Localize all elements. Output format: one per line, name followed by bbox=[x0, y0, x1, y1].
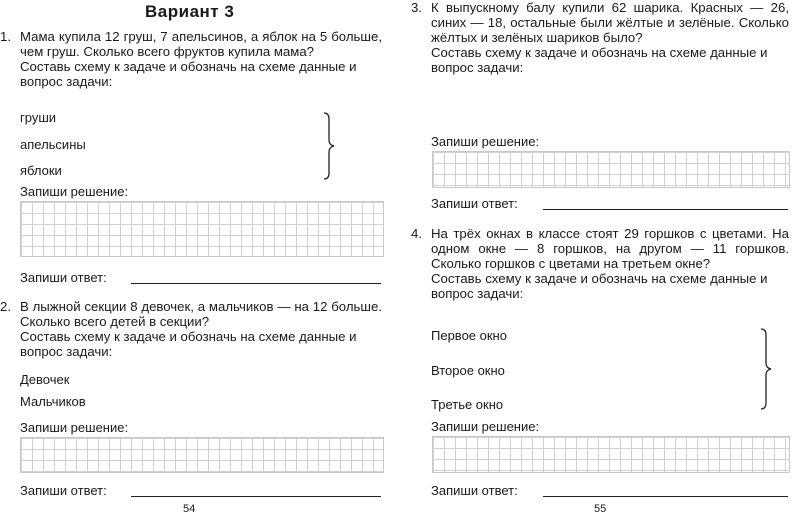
scheme-label-second-window: Второе окно bbox=[431, 363, 505, 378]
scheme-label-girls: Девочек bbox=[20, 372, 70, 387]
scheme-label-first-window: Первое окно bbox=[431, 328, 507, 343]
task-1-answer-line[interactable] bbox=[131, 283, 381, 284]
task-2-text: В лыжной секции 8 девочек, а мальчиков — на 12 больше. Сколько всего детей в секции? bbox=[20, 299, 382, 329]
task-1 bbox=[0, 29, 382, 89]
scheme-label-apples: яблоки bbox=[20, 163, 62, 178]
task-1-solution-grid[interactable] bbox=[20, 201, 384, 257]
task-2-solution-grid[interactable] bbox=[20, 437, 384, 473]
task-3-answer-line[interactable] bbox=[543, 209, 788, 210]
task-3-solution-label: Запиши решение: bbox=[431, 134, 540, 149]
scheme-label-pears: груши bbox=[20, 110, 57, 125]
curly-brace-icon bbox=[320, 112, 336, 180]
task-3 bbox=[411, 0, 789, 75]
task-1-number: 1. bbox=[0, 29, 11, 44]
variant-title: Вариант 3 bbox=[145, 2, 235, 21]
page-number: 55 bbox=[594, 503, 607, 515]
task-3-answer-label: Запиши ответ: bbox=[431, 196, 518, 211]
task-2-solution-label: Запиши решение: bbox=[20, 420, 129, 435]
task-3-solution-grid[interactable] bbox=[432, 151, 790, 188]
scheme-label-third-window: Третье окно bbox=[431, 397, 504, 412]
task-2-number: 2. bbox=[0, 299, 11, 314]
task-1-solution-label: Запиши решение: bbox=[20, 184, 129, 199]
task-4-answer-line[interactable] bbox=[543, 496, 788, 497]
task-4 bbox=[411, 226, 789, 301]
curly-brace-icon bbox=[757, 328, 773, 410]
task-1-answer-label: Запиши ответ: bbox=[20, 270, 107, 285]
task-3-text: К выпускному балу купили 62 шарика. Красных — 26, синих — 18, остальные были жёлтые и зелёные. Сколько жёлтых и зелёных шариков было? bbox=[431, 0, 789, 45]
task-2-instruction: Составь схему к задаче и обозначь на схеме данные и вопрос задачи: bbox=[20, 329, 357, 359]
scheme-label-boys: Мальчиков bbox=[20, 394, 86, 409]
task-4-text: На трёх окнах в классе стоят 29 горшков с цветами. На одном окне — 8 горшков, на другом — 11 горшков. Сколько горшков с цветами на третьем окне? bbox=[431, 226, 789, 271]
right-page bbox=[400, 0, 800, 518]
task-2 bbox=[0, 299, 382, 359]
page-number: 54 bbox=[183, 503, 196, 515]
task-2-answer-line[interactable] bbox=[131, 496, 381, 497]
task-1-text: Мама купила 12 груш, 7 апельсинов, а яблок на 5 больше, чем груш. Сколько всего фруктов купила мама? bbox=[20, 29, 382, 59]
task-4-solution-grid[interactable] bbox=[432, 436, 790, 473]
task-4-answer-label: Запиши ответ: bbox=[431, 483, 518, 498]
task-4-solution-label: Запиши решение: bbox=[431, 419, 540, 434]
task-2-answer-label: Запиши ответ: bbox=[20, 483, 107, 498]
task-3-instruction: Составь схему к задаче и обозначь на схеме данные и вопрос задачи: bbox=[431, 45, 768, 75]
scheme-label-oranges: апельсины bbox=[20, 137, 86, 152]
task-3-number: 3. bbox=[411, 0, 422, 15]
task-4-instruction: Составь схему к задаче и обозначь на схеме данные и вопрос задачи: bbox=[431, 271, 768, 301]
task-1-instruction: Составь схему к задаче и обозначь на схеме данные и вопрос задачи: bbox=[20, 59, 357, 89]
task-4-number: 4. bbox=[411, 226, 422, 241]
